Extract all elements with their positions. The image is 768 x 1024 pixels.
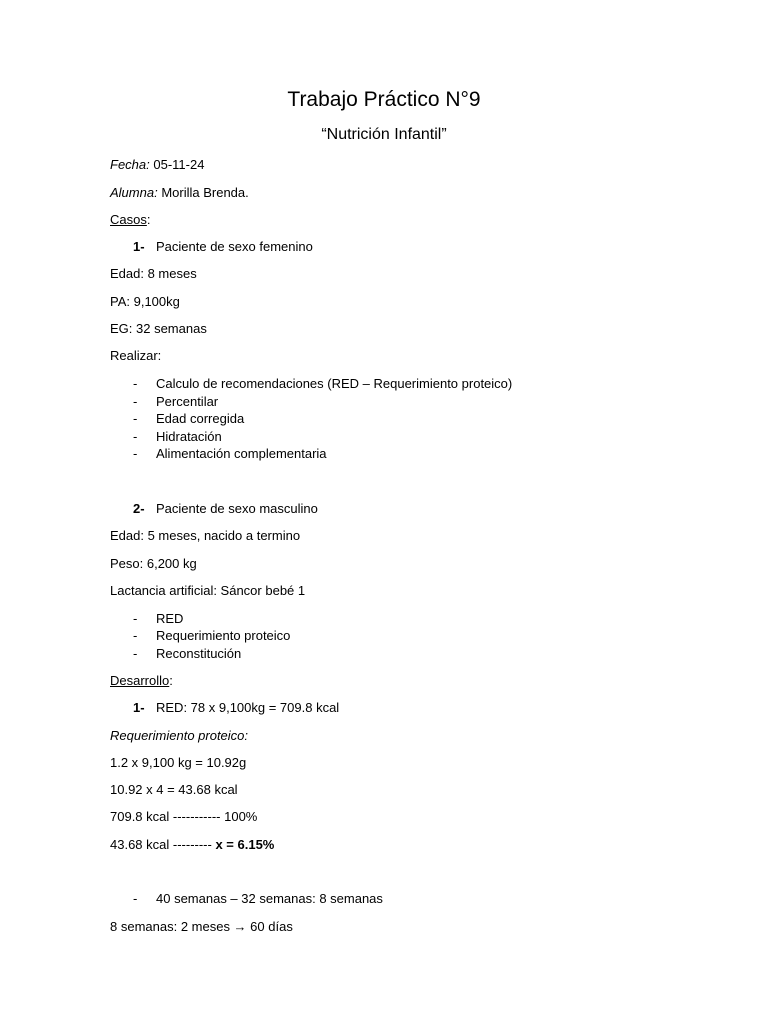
case2-task: Requerimiento proteico <box>156 628 291 643</box>
semanas-conversion: 8 semanas: 2 meses → 60 días <box>110 919 293 934</box>
page-subtitle: “Nutrición Infantil” <box>321 126 447 143</box>
case1-number: 1- <box>133 239 145 254</box>
case2-peso: Peso: 6,200 kg <box>110 556 197 571</box>
alumna-value: Morilla Brenda. <box>157 185 249 200</box>
case2-edad: Edad: 5 meses, nacido a termino <box>110 528 301 543</box>
bullet-dash: - <box>133 411 138 426</box>
bullet-dash: - <box>133 429 138 444</box>
case1-heading: Paciente de sexo femenino <box>156 239 313 254</box>
calc-line: 10.92 x 4 = 43.68 kcal <box>110 782 238 797</box>
case1-eg: EG: 32 semanas <box>110 321 207 336</box>
bullet-dash: - <box>133 891 138 906</box>
case2-heading: Paciente de sexo masculino <box>156 501 318 516</box>
calc-line: 1.2 x 9,100 kg = 10.92g <box>110 755 247 770</box>
alumna-label: Alumna: <box>110 185 158 200</box>
desarrollo-heading <box>110 673 173 689</box>
bullet-dash: - <box>133 394 138 409</box>
case1-realizar: Realizar: <box>110 348 162 363</box>
casos-label: Casos <box>110 212 147 227</box>
calc-result-value: x = 6.15% <box>215 837 275 852</box>
casos-heading <box>110 212 150 228</box>
case2-task: RED <box>156 611 184 626</box>
bullet-dash: - <box>133 611 138 626</box>
semanas-item: 40 semanas – 32 semanas: 8 semanas <box>156 891 383 906</box>
calc-line: 709.8 kcal ----------- 100% <box>110 809 258 824</box>
case1-task: Percentilar <box>156 394 219 409</box>
case1-task: Alimentación complementaria <box>156 446 327 461</box>
desarrollo-item1-number: 1- <box>133 700 145 715</box>
req-proteico-label: Requerimiento proteico: <box>110 728 249 743</box>
case1-task: Calculo de recomendaciones (RED – Requerimiento proteico) <box>156 376 513 391</box>
bullet-dash: - <box>133 446 138 461</box>
fecha-label: Fecha: <box>110 157 150 172</box>
calc-result-line <box>110 837 274 853</box>
page-title: Trabajo Práctico N°9 <box>287 88 481 111</box>
bullet-dash: - <box>133 628 138 643</box>
desarrollo-label: Desarrollo <box>110 673 170 688</box>
alumna-line <box>110 185 249 201</box>
desarrollo-item1-text: RED: 78 x 9,100kg = 709.8 kcal <box>156 700 340 715</box>
casos-colon: : <box>146 212 151 227</box>
desarrollo-colon: : <box>169 673 173 688</box>
case1-task: Hidratación <box>156 429 222 444</box>
bullet-dash: - <box>133 646 138 661</box>
case2-task: Reconstitución <box>156 646 242 661</box>
bullet-dash: - <box>133 376 138 391</box>
case2-lactancia: Lactancia artificial: Sáncor bebé 1 <box>110 583 306 598</box>
case1-pa: PA: 9,100kg <box>110 294 180 309</box>
calc-result-prefix: 43.68 kcal --------- <box>110 837 216 852</box>
fecha-line <box>110 157 204 173</box>
fecha-value: 05-11-24 <box>149 157 205 172</box>
case1-task: Edad corregida <box>156 411 245 426</box>
case2-number: 2- <box>133 501 145 516</box>
case1-edad: Edad: 8 meses <box>110 266 197 281</box>
